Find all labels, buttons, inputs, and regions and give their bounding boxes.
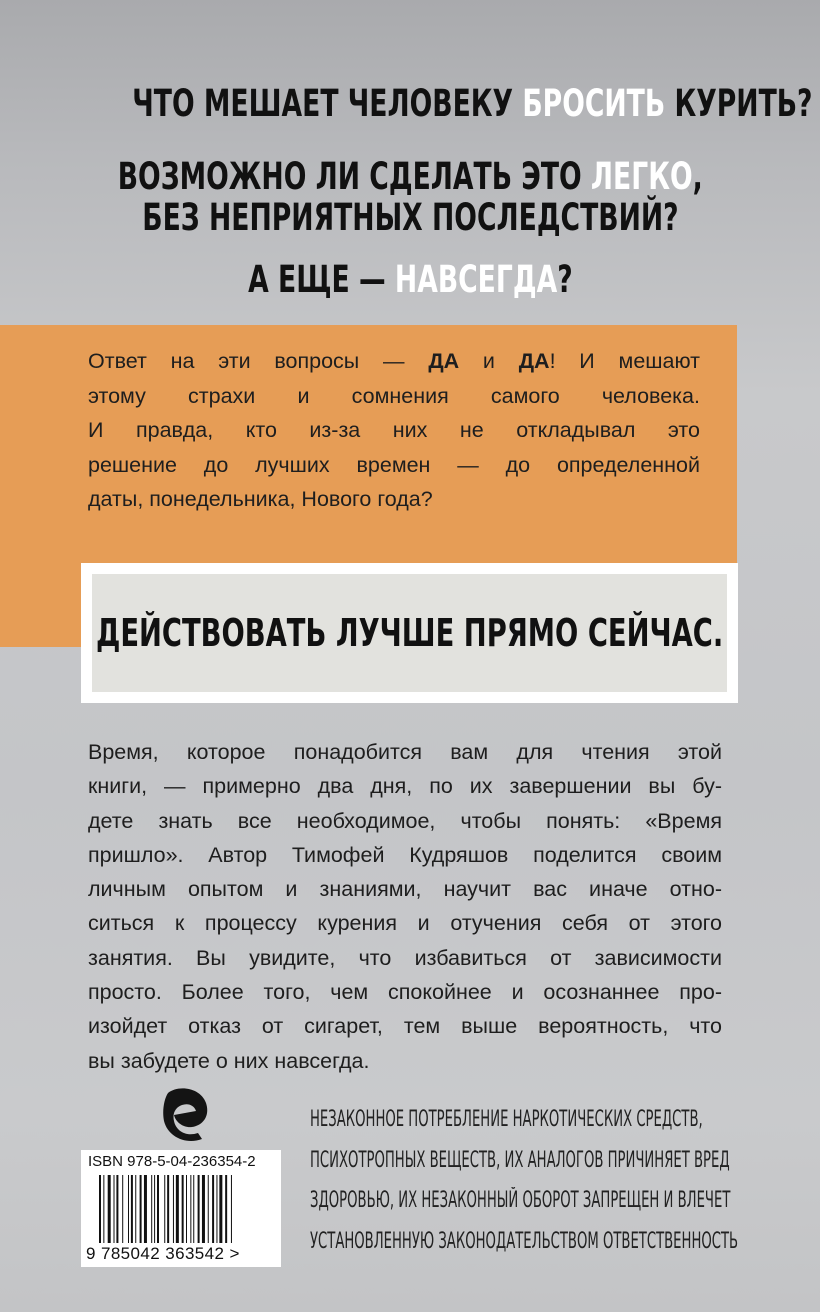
description-line: Время, которое понадобится вам для чтения этой	[88, 740, 722, 764]
isbn-number: ISBN 978-5-04-236354-2	[88, 1153, 256, 1170]
headline-q1-end: КУРИТЬ?	[665, 82, 813, 125]
headline-q2-end: ,	[692, 155, 703, 198]
headline-q3-highlight: НАВСЕГДА	[394, 258, 557, 301]
headline-q3-end: ?	[556, 258, 573, 301]
description-line: личным опытом и знаниями, научит вас иначе отно-	[88, 877, 722, 902]
headline-q2-line2-text: БЕЗ НЕПРИЯТНЫХ ПОСЛЕДСТВИЙ?	[141, 196, 679, 239]
answer-line: решение до лучших времен — до определенной	[88, 452, 700, 477]
headline-q1-highlight: БРОСИТЬ	[522, 82, 666, 125]
answer-yes-1: ДА	[428, 349, 460, 373]
description-line: пришло». Автор Тимофей Кудряшов поделится своим	[88, 842, 722, 867]
legal-warning	[310, 1100, 760, 1262]
headline-q2-highlight: ЛЕГКО	[590, 155, 693, 198]
callout-box	[92, 574, 727, 692]
warning-line	[310, 1141, 760, 1182]
answer-text: Ответ на эти вопросы —	[88, 349, 429, 373]
headline-q2-text: ВОЗМОЖНО ЛИ СДЕЛАТЬ ЭТО	[117, 155, 591, 198]
warning-line	[310, 1100, 760, 1141]
warning-line-text: ПСИХОТРОПНЫХ ВЕЩЕСТВ, ИХ АНАЛОГОВ ПРИЧИНЯЕТ ВРЕД	[310, 1147, 730, 1173]
headline-question-1	[0, 82, 820, 125]
headline-question-2-line-1	[0, 155, 820, 198]
warning-line-text: НЕЗАКОННОЕ ПОТРЕБЛЕНИЕ НАРКОТИЧЕСКИХ СРЕДСТВ,	[310, 1107, 703, 1132]
answer-line: даты, понедельника, Нового года?	[88, 487, 433, 511]
eksmo-logo-icon	[162, 1085, 212, 1141]
warning-line-text: УСТАНОВЛЕННУЮ ЗАКОНОДАТЕЛЬСТВОМ ОТВЕТСТВЕННОСТЬ	[310, 1228, 739, 1254]
answer-text: ! И мешают	[549, 349, 700, 373]
description-paragraph	[88, 735, 722, 1078]
answer-line	[88, 344, 700, 379]
headline-q1-text: ЧТО МЕШАЕТ ЧЕЛОВЕКУ	[132, 82, 523, 125]
barcode-digits: 9 785042 363542 >	[86, 1244, 240, 1263]
headline-q3-text: А ЕЩЕ —	[247, 258, 395, 301]
warning-line	[310, 1222, 760, 1263]
description-line: занятия. Вы увидите, что избавиться от зависимости	[88, 945, 722, 970]
answer-text: и	[459, 349, 519, 373]
description-line: просто. Более того, чем спокойнее и осознаннее про-	[88, 980, 722, 1005]
description-line: вы забудете о них навсегда.	[88, 1048, 370, 1073]
answer-yes-2: ДА	[518, 349, 550, 373]
headline-question-3	[0, 258, 820, 301]
callout-text: ДЕЙСТВОВАТЬ ЛУЧШЕ ПРЯМО СЕЙЧАС.	[95, 611, 724, 655]
description-line: изойдет отказ от сигарет, тем выше вероятность, что	[88, 1014, 722, 1039]
barcode-image	[99, 1175, 269, 1243]
headline-question-2-line-2	[0, 196, 820, 239]
answer-line: И правда, кто из-за них не откладывал это	[88, 418, 700, 442]
description-line: книги, — примерно два дня, по их завершении вы бу-	[88, 774, 722, 799]
warning-line	[310, 1181, 760, 1222]
description-line: ситься к процессу курения и отучения себя от этого	[88, 911, 722, 936]
answer-paragraph	[88, 344, 700, 517]
description-line: дете знать все необходимое, чтобы понять: «Время	[88, 808, 722, 833]
answer-line: этому страхи и сомнения самого человека.	[88, 383, 700, 408]
warning-line-text: ЗДОРОВЬЮ, ИХ НЕЗАКОННЫЙ ОБОРОТ ЗАПРЕЩЕН И ВЛЕЧЕТ	[310, 1188, 731, 1213]
